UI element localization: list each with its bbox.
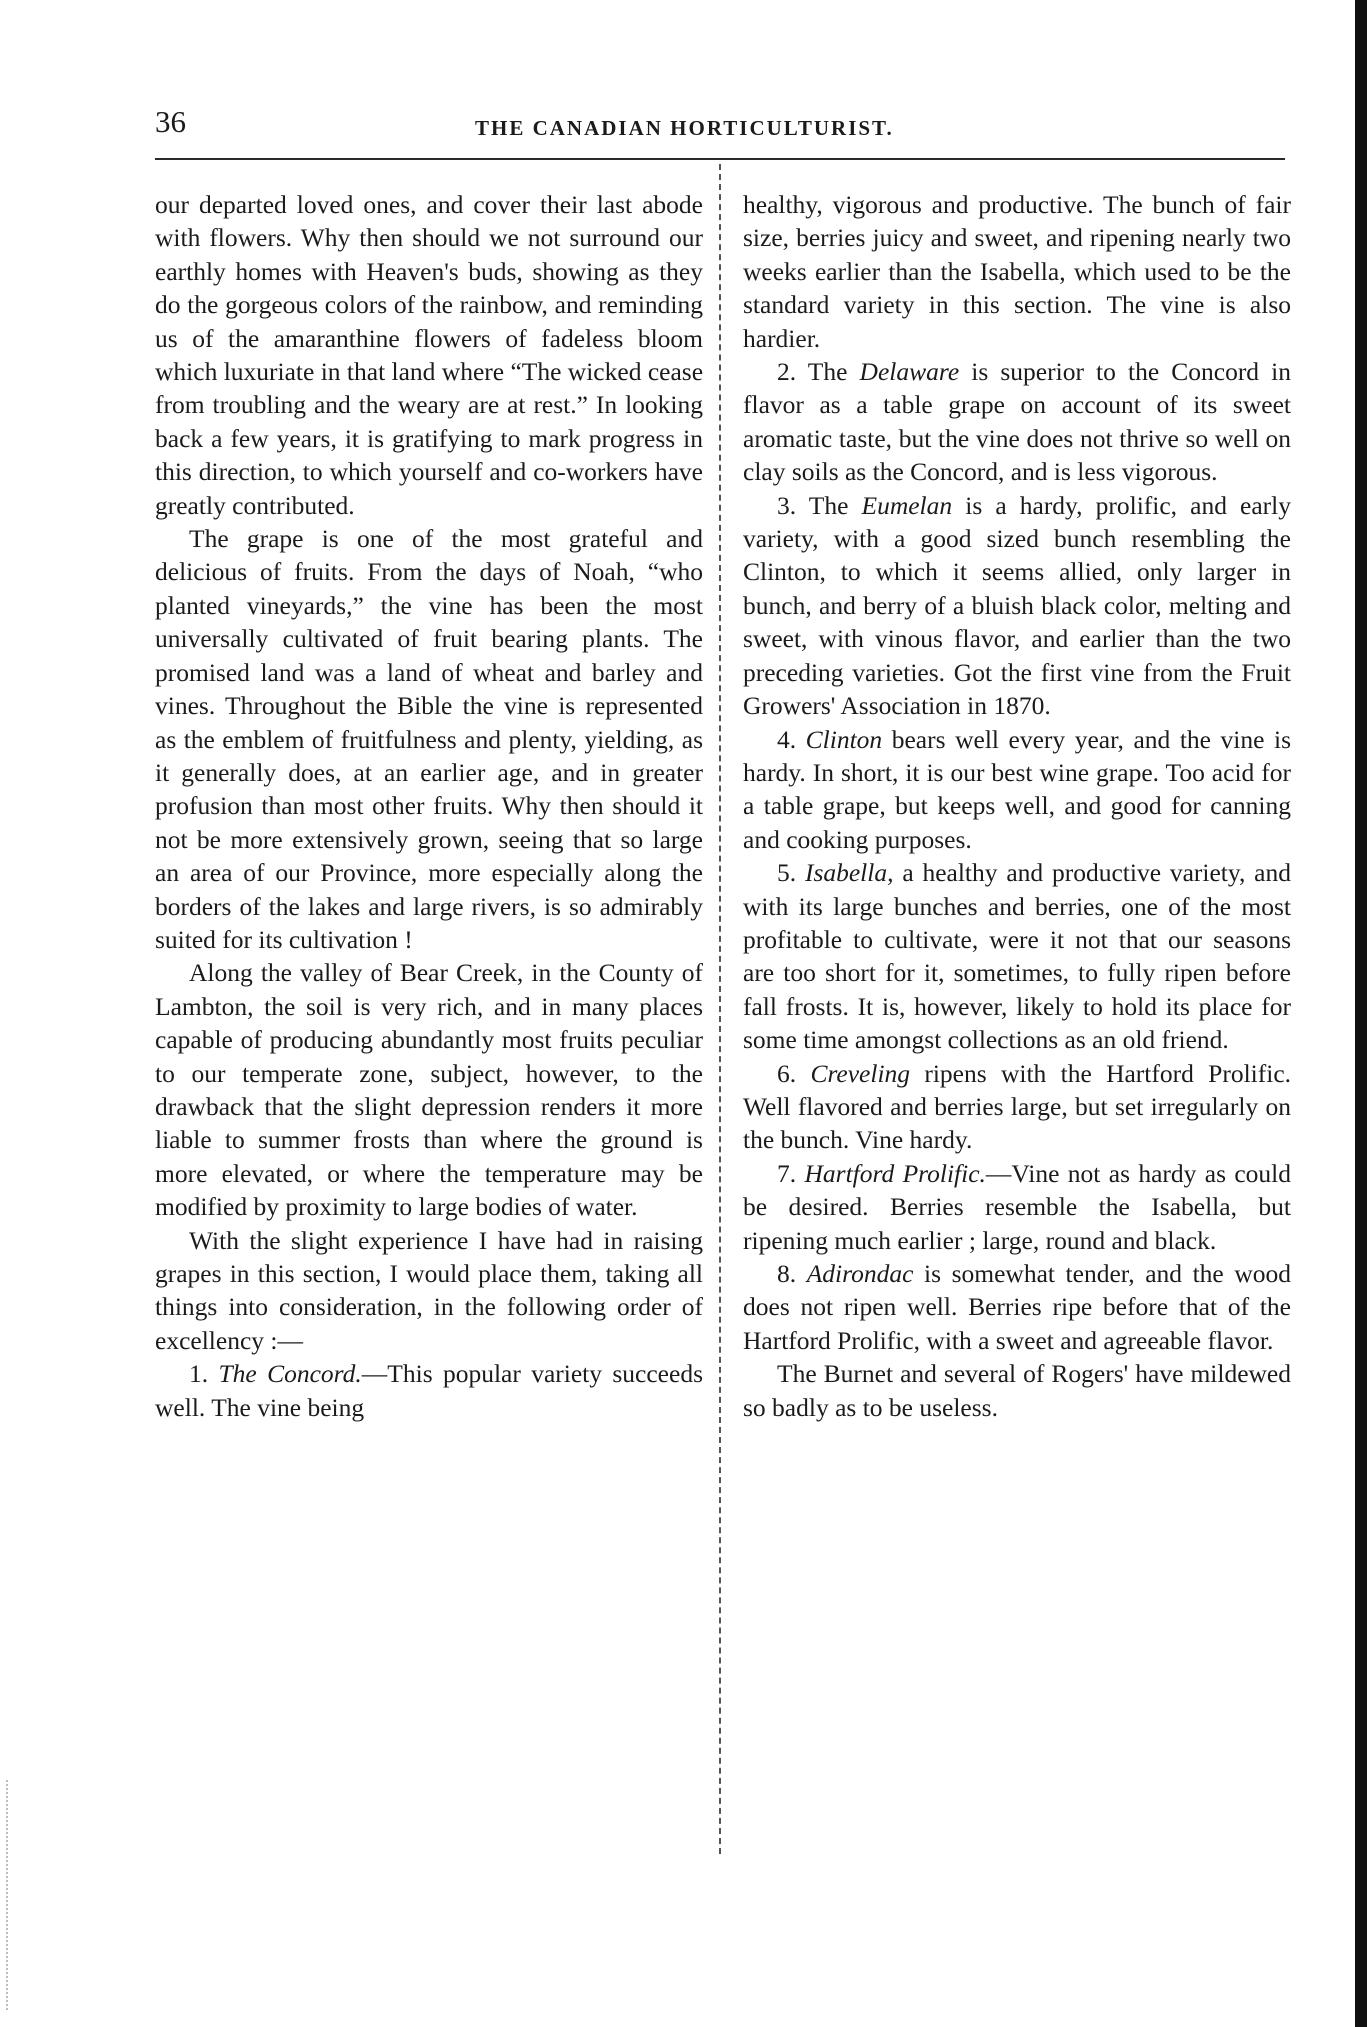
paragraph: The Burnet and several of Rogers' have mildewed so badly as to be useless. — [743, 1359, 1291, 1422]
margin-marks — [6, 1780, 11, 2010]
entry-number: 7. — [777, 1158, 797, 1188]
paragraph: Along the valley of Bear Creek, in the County of Lambton, the soil is very rich, and in many places capable of producing abundantly most fruits peculiar to our temperate zone, subject, however, to the drawback that the slight depression renders it more liable to summer frosts than where the ground is more elevated, or where the temperature may be modified by proximity to large bodies of water. — [155, 958, 703, 1222]
variety-name: Creveling — [810, 1058, 911, 1088]
running-head: THE CANADIAN HORTICULTURIST. — [475, 116, 894, 140]
column-divider — [719, 164, 721, 1854]
left-column — [155, 188, 703, 1424]
variety-entry — [743, 723, 1291, 857]
variety-name: Delaware — [859, 357, 960, 387]
entry-number: 8. — [777, 1259, 797, 1288]
variety-entry — [155, 1357, 703, 1424]
entry-number: 6. — [777, 1058, 797, 1088]
entry-text: —Vine not as hardy as could be desired. Berries resemble the Isabella, but ripening much earlier ; large, round and black. — [743, 1158, 1292, 1255]
variety-name: The Concord. — [218, 1359, 362, 1389]
entry-text: is somewhat tender, and the wood does not ripen well. Berries ripe before that of the Hartford Prolific, with a sweet and agreeable flavor. — [743, 1259, 1291, 1355]
entry-text: a healthy and productive variety, and with its large bunches and berries, one of the most profitable to cultivate, were it not that our seasons are too short for it, sometimes, to fully ripen before fall frosts. It is, however, likely to hold its place for some time amongst collections as an old friend. — [743, 858, 1292, 1055]
variety-entry — [743, 489, 1291, 723]
entry-number: 5. — [777, 858, 797, 888]
entry-number: 3. The — [777, 490, 849, 520]
variety-entry — [743, 1257, 1291, 1357]
paragraph: The grape is one of the most grateful and delicious of fruits. From the days of Noah, “who planted vineyards,” the vine has been the most universally cultivated of fruit bearing plants. The promised land was a land of wheat and barley and vines. Throughout the Bible the vine is represented as the emblem of fruitfulness and plenty, yielding, as it generally does, at an earlier age, and in greater profusion than most other fruits. Why then should it not be more extensively grown, seeing that so large an area of our Province, more especially along the borders of the lakes and large rivers, is so admirably suited for its cultivation ! — [155, 524, 703, 954]
entry-text: bears well every year, and the vine is hardy. In short, it is our best wine grape. Too acid for a table grape, but keeps well, and good for canning and cooking purposes. — [743, 724, 1291, 854]
variety-entry — [743, 1157, 1291, 1257]
entry-number: 2. The — [777, 357, 848, 387]
header-rule — [155, 158, 1285, 160]
page-header — [155, 104, 955, 148]
entry-number: 1. — [189, 1359, 209, 1389]
entry-text: —This popular variety succeeds well. The vine being — [155, 1359, 703, 1422]
page-number: 36 — [155, 104, 186, 139]
page-edge-shadow — [1355, 0, 1367, 2027]
variety-name: Adirondac — [806, 1259, 914, 1288]
variety-entry — [743, 1057, 1291, 1157]
variety-name: Hartford Prolific. — [804, 1158, 986, 1188]
paragraph: With the slight experience I have had in raising grapes in this section, I would place them, taking all things into consideration, in the following order of excellency :— — [155, 1225, 703, 1355]
entry-text: is superior to the Concord in flavor as a table grape on account of its sweet aromatic taste, but the vine does not thrive so well on clay soils as the Concord, and is less vigorous. — [743, 357, 1292, 487]
variety-name: Isabella, — [804, 858, 894, 888]
variety-entry — [743, 355, 1291, 489]
variety-entry — [743, 856, 1291, 1056]
right-column — [743, 188, 1291, 1424]
entry-text: ripens with the Hartford Prolific. Well flavored and berries large, but set irregularly on the bunch. Vine hardy. — [743, 1058, 1292, 1155]
paragraph: our departed loved ones, and cover their last abode with flowers. Why then should we not surround our earthly homes with Heaven's buds, showing as they do the gorgeous colors of the rainbow, and reminding us of the amaranthine flowers of fadeless bloom which luxuriate in that land where “The wicked cease from troubling and the weary are at rest.” In looking back a few years, it is gratifying to mark progress in this direction, to which yourself and co-workers have greatly contributed. — [155, 190, 704, 520]
variety-name: Eumelan — [861, 490, 953, 520]
entry-text: is a hardy, prolific, and early variety, with a good sized bunch resembling the Clinton, to which it seems allied, only larger in bunch, and berry of a bluish black color, melting and sweet, with vinous flavor, and earlier than the two preceding varieties. Got the first vine from the Fruit Growers' Association in 1870. — [743, 490, 1292, 721]
entry-number: 4. — [777, 724, 797, 754]
variety-name: Clinton — [805, 724, 883, 754]
paragraph: healthy, vigorous and productive. The bunch of fair size, berries juicy and sweet, and ripening nearly two weeks earlier than the Isabella, which used to be the standard variety in this section. The vine is also hardier. — [743, 190, 1291, 353]
